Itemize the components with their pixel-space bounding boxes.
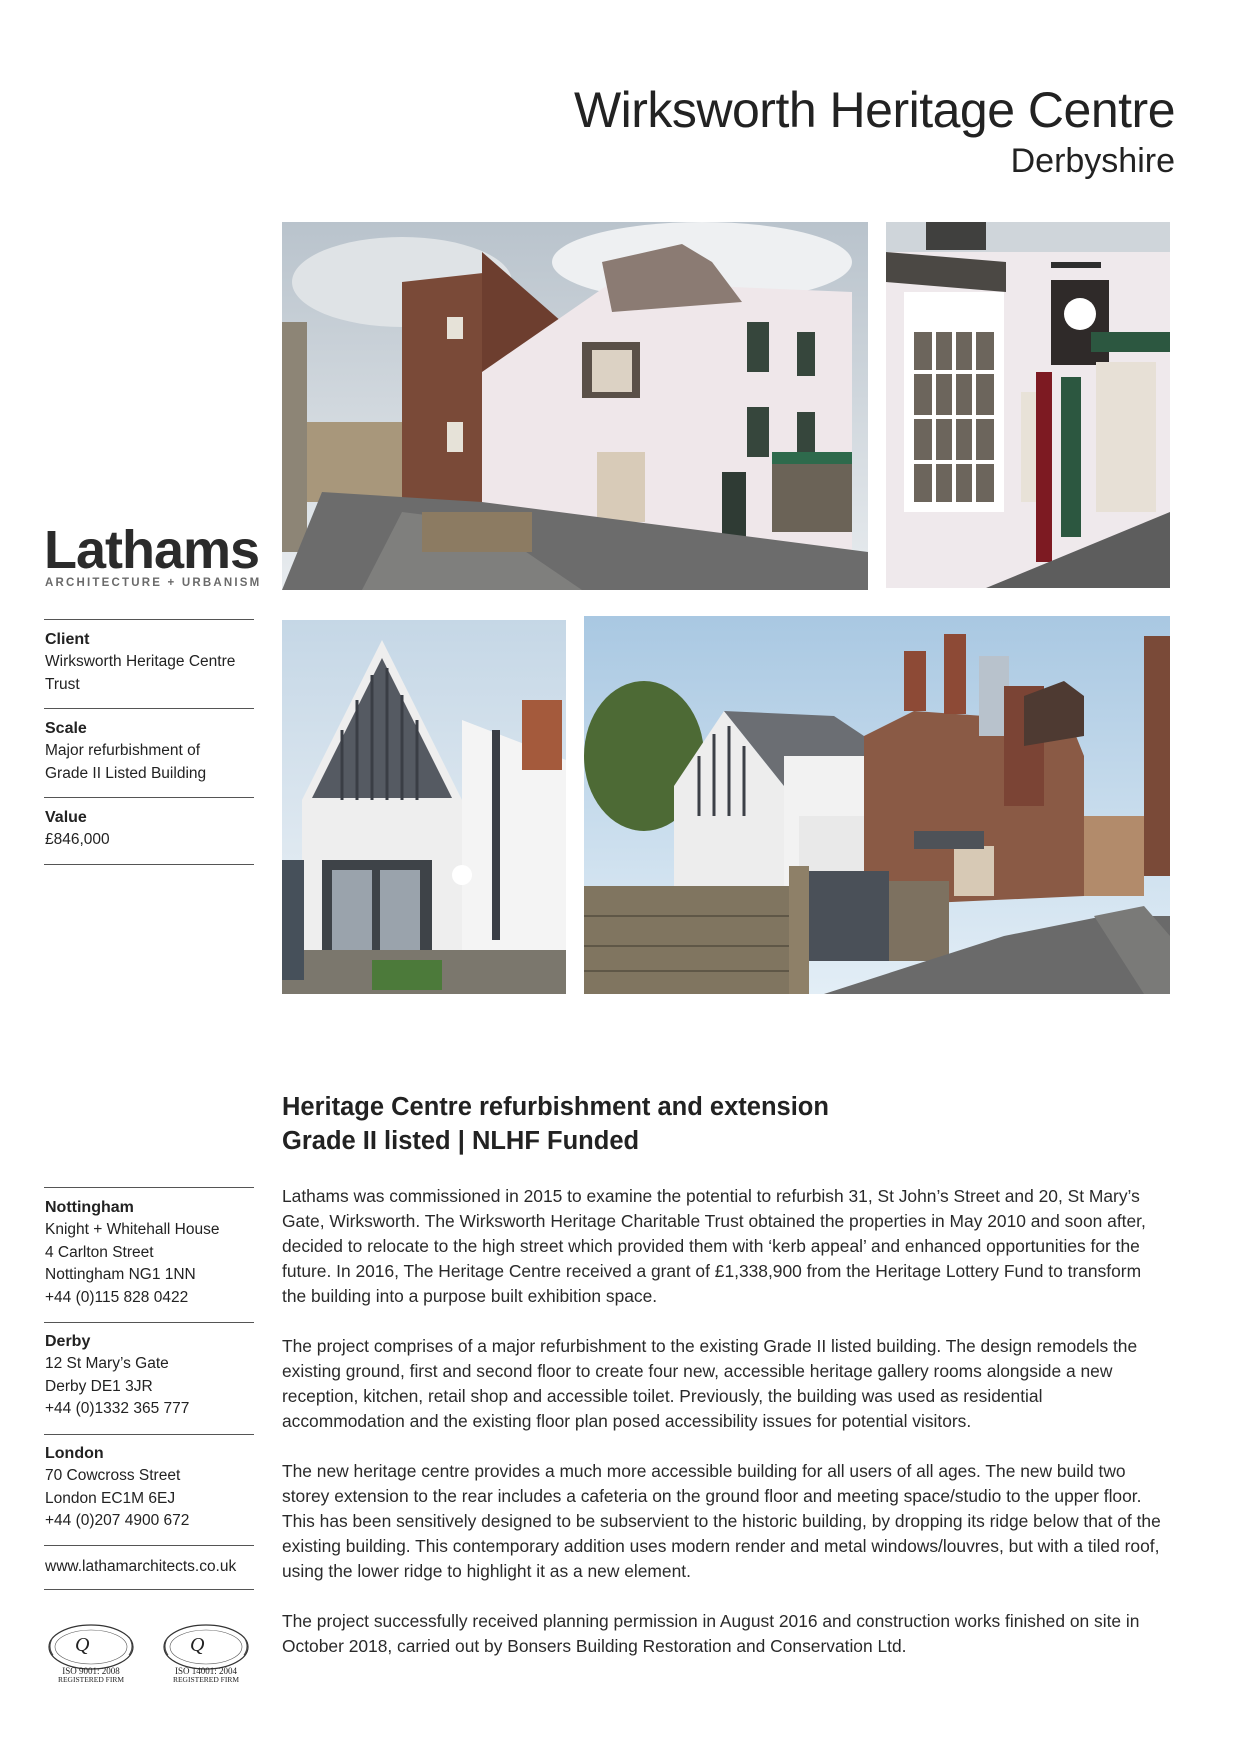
- divider: [44, 708, 254, 709]
- page-title: Wirksworth Heritage Centre: [573, 82, 1175, 138]
- scale-label: Scale: [45, 720, 87, 737]
- phone-number: +44 (0)115 828 0422: [45, 1288, 189, 1306]
- address-line: Derby DE1 3JR: [45, 1377, 153, 1395]
- client-line: Wirksworth Heritage Centre: [45, 653, 236, 670]
- scale-line: Grade II Listed Building: [45, 764, 207, 782]
- divider: [44, 797, 254, 798]
- project-heading: [282, 1090, 829, 1158]
- address-line: Knight + Whitehall House: [45, 1221, 220, 1238]
- iso-9001-badge: [45, 1616, 137, 1682]
- divider: [44, 1434, 254, 1435]
- paragraph: Lathams was commissioned in 2015 to examine the potential to refurbish 31, St John’s Street and 20, St Mary’s Gate, Wirksworth. The Wirksworth Heritage Charitable Trust obtained the properties in May 2010 and soon after, decided to relocate to the high street which provided them with ‘kerb appeal’ and enhanced opportunities for the future. In 2016, The Heritage Centre received a grant of £1,338,900 from the Heritage Lottery Fund to transform the building into a purpose built exhibition space.: [282, 1186, 1146, 1306]
- address-line: 12 St Mary’s Gate: [45, 1355, 169, 1372]
- address-line: London EC1M 6EJ: [45, 1489, 176, 1507]
- phone-number: +44 (0)1332 365 777: [45, 1400, 190, 1417]
- scale-line: Major refurbishment of: [45, 742, 201, 759]
- iso-9001-note: REGISTERED FIRM: [57, 1675, 125, 1684]
- value-label: Value: [45, 809, 87, 826]
- heading-line-1: Heritage Centre refurbishment and extension: [282, 1093, 829, 1121]
- divider: [44, 619, 254, 620]
- scale-value: [45, 740, 255, 785]
- company-logo: Lathams: [44, 520, 260, 580]
- divider: [44, 1545, 254, 1546]
- extension-front-photo: [282, 620, 566, 994]
- street-view-photo: [282, 222, 868, 590]
- address-line: Nottingham NG1 1NN: [45, 1266, 196, 1283]
- company-tagline: ARCHITECTURE + URBANISM: [45, 577, 262, 589]
- svg-text:Q: Q: [75, 1634, 90, 1656]
- iso-14001-note: REGISTERED FIRM: [172, 1675, 240, 1684]
- iso-14001-standard: ISO 14001: 2004: [174, 1666, 237, 1676]
- address-line: 70 Cowcross Street: [45, 1467, 181, 1484]
- office-derby-address: [45, 1353, 255, 1421]
- office-nottingham-label: Nottingham: [45, 1199, 134, 1216]
- office-london-address: [45, 1465, 255, 1533]
- heading-line-2: Grade II listed | NLHF Funded: [282, 1127, 640, 1155]
- office-derby-label: Derby: [45, 1333, 91, 1350]
- office-nottingham-address: [45, 1219, 255, 1309]
- paragraph: The new heritage centre provides a much more accessible building for all users of all ages. The new build two storey extension to the rear includes a cafeteria on the ground floor and meeting space/studio to the upper floor. This has been sensitively designed to be subservient to the historic building, by dropping its ridge below that of the existing building. This contemporary addition uses modern render and metal windows/louvres, but with a tiled roof, using the lower ridge to highlight it as a new element.: [282, 1461, 1161, 1581]
- client-label: Client: [45, 631, 90, 648]
- phone-number: +44 (0)207 4900 672: [45, 1512, 190, 1529]
- address-line: 4 Carlton Street: [45, 1243, 154, 1261]
- client-line: Trust: [45, 675, 80, 693]
- value-line: £846,000: [45, 831, 110, 848]
- extension-lane-photo: [584, 616, 1170, 994]
- shopfront-photo: [886, 222, 1170, 588]
- divider: [44, 1322, 254, 1323]
- client-value: [45, 651, 255, 696]
- divider: [44, 1589, 254, 1590]
- divider: [44, 1187, 254, 1188]
- page-subtitle: Derbyshire: [1010, 142, 1175, 180]
- divider: [44, 864, 254, 865]
- iso-14001-badge: [160, 1616, 252, 1682]
- website-link[interactable]: www.lathamarchitects.co.uk: [45, 1558, 237, 1575]
- paragraph: The project comprises of a major refurbishment to the existing Grade II listed building. The design remodels the existing ground, first and second floor to create four new, accessible heritage gallery rooms alongside a new reception, kitchen, retail shop and accessible toilet. Previously, the building was used as residential accommodation and the existing floor plan posed accessibility issues for potential visitors.: [282, 1336, 1138, 1431]
- office-london-label: London: [45, 1445, 104, 1462]
- paragraph: The project successfully received planning permission in August 2016 and construction works finished on site in October 2018, carried out by Bonsers Building Restoration and Conservation Ltd.: [282, 1611, 1140, 1656]
- svg-text:Q: Q: [190, 1634, 205, 1656]
- iso-9001-standard: ISO 9001: 2008: [62, 1666, 120, 1676]
- value-amount: [45, 829, 255, 852]
- project-description: [282, 1184, 1162, 1684]
